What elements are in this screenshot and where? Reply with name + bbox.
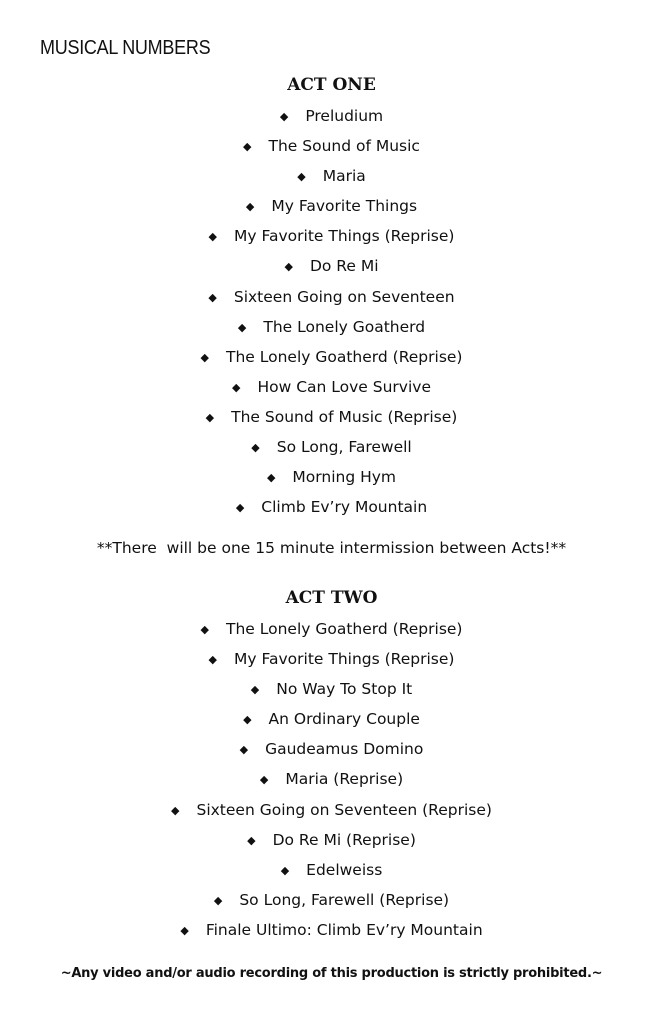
diamond-bullet-icon: ◆ <box>200 350 209 364</box>
song-title: No Way To Stop It <box>276 680 413 699</box>
song-item <box>0 764 663 794</box>
song-title: Climb Ev’ry Mountain <box>261 498 428 517</box>
song-item <box>0 915 663 945</box>
song-item <box>0 161 663 191</box>
song-item <box>0 342 663 372</box>
diamond-bullet-icon: ◆ <box>243 713 252 727</box>
diamond-bullet-icon: ◆ <box>245 200 255 214</box>
intermission-note: **There will be one 15 minute intermission between Acts!** <box>96 539 567 557</box>
diamond-bullet-icon: ◆ <box>208 290 217 304</box>
diamond-bullet-icon: ◆ <box>247 833 256 847</box>
song-title: The Sound of Music <box>268 137 420 156</box>
song-title: My Favorite Things (Reprise) <box>234 227 455 246</box>
diamond-bullet-icon: ◆ <box>232 380 241 394</box>
song-title: The Sound of Music (Reprise) <box>231 407 458 426</box>
song-item <box>0 885 663 915</box>
diamond-bullet-icon: ◆ <box>279 110 289 123</box>
song-item <box>0 282 663 312</box>
song-title: The Lonely Goatherd (Reprise) <box>225 620 463 638</box>
song-title: Maria <box>322 167 366 186</box>
song-title: Sixteen Going on Seventeen (Reprise) <box>196 800 492 819</box>
act-two-song-list <box>0 614 663 945</box>
song-item <box>0 674 663 704</box>
diamond-bullet-icon: ◆ <box>259 773 269 787</box>
song-title: Preludium <box>305 107 384 125</box>
song-item <box>0 492 663 522</box>
diamond-bullet-icon: ◆ <box>208 230 218 244</box>
diamond-bullet-icon: ◆ <box>208 653 218 667</box>
song-item <box>0 221 663 251</box>
song-title: Do Re Mi (Reprise) <box>272 830 416 849</box>
diamond-bullet-icon: ◆ <box>205 410 215 424</box>
song-item <box>0 855 663 885</box>
song-item <box>0 825 663 855</box>
song-title: The Lonely Goatherd <box>263 317 426 336</box>
song-item <box>0 432 663 462</box>
act-one-song-list <box>0 101 663 522</box>
act-two-title: ACT TWO <box>285 588 378 608</box>
song-title: Maria (Reprise) <box>285 770 404 789</box>
song-item <box>0 644 663 674</box>
song-title: An Ordinary Couple <box>268 710 420 729</box>
diamond-bullet-icon: ◆ <box>213 893 223 907</box>
song-title: Sixteen Going on Seventeen <box>233 287 455 306</box>
song-item <box>0 372 663 402</box>
song-title: So Long, Farewell <box>276 438 412 457</box>
song-item <box>0 251 663 281</box>
song-item <box>0 131 663 161</box>
song-title: The Lonely Goatherd (Reprise) <box>225 347 463 366</box>
song-item <box>0 734 663 764</box>
diamond-bullet-icon: ◆ <box>180 923 189 937</box>
diamond-bullet-icon: ◆ <box>239 743 249 757</box>
diamond-bullet-icon: ◆ <box>266 471 276 485</box>
song-title: How Can Love Survive <box>257 377 431 396</box>
song-item <box>0 795 663 825</box>
song-item <box>0 191 663 221</box>
diamond-bullet-icon: ◆ <box>280 863 290 877</box>
song-item <box>0 704 663 734</box>
recording-notice: ~Any video and/or audio recording of this production is strictly prohibited.~ <box>60 966 603 981</box>
act-one-title: ACT ONE <box>287 75 376 95</box>
diamond-bullet-icon: ◆ <box>251 441 260 455</box>
diamond-bullet-icon: ◆ <box>235 501 245 515</box>
song-title: Finale Ultimo: Climb Ev’ry Mountain <box>205 920 483 939</box>
diamond-bullet-icon: ◆ <box>243 140 252 154</box>
song-title: Do Re Mi <box>309 257 379 276</box>
diamond-bullet-icon: ◆ <box>171 803 180 817</box>
diamond-bullet-icon: ◆ <box>250 683 260 697</box>
song-title: Gaudeamus Domino <box>265 740 424 759</box>
diamond-bullet-icon: ◆ <box>284 260 293 274</box>
song-item <box>0 101 663 131</box>
song-title: So Long, Farewell (Reprise) <box>239 890 450 909</box>
song-item <box>0 462 663 492</box>
diamond-bullet-icon: ◆ <box>297 170 306 184</box>
song-title: Edelweiss <box>306 860 383 879</box>
diamond-bullet-icon: ◆ <box>200 623 209 636</box>
song-item <box>0 312 663 342</box>
diamond-bullet-icon: ◆ <box>237 320 247 334</box>
song-title: Morning Hym <box>292 468 397 487</box>
song-item <box>0 402 663 432</box>
song-title: My Favorite Things <box>271 197 418 216</box>
song-item <box>0 614 663 644</box>
song-title: My Favorite Things (Reprise) <box>234 650 455 669</box>
page-heading: MUSICAL NUMBERS <box>40 37 211 59</box>
